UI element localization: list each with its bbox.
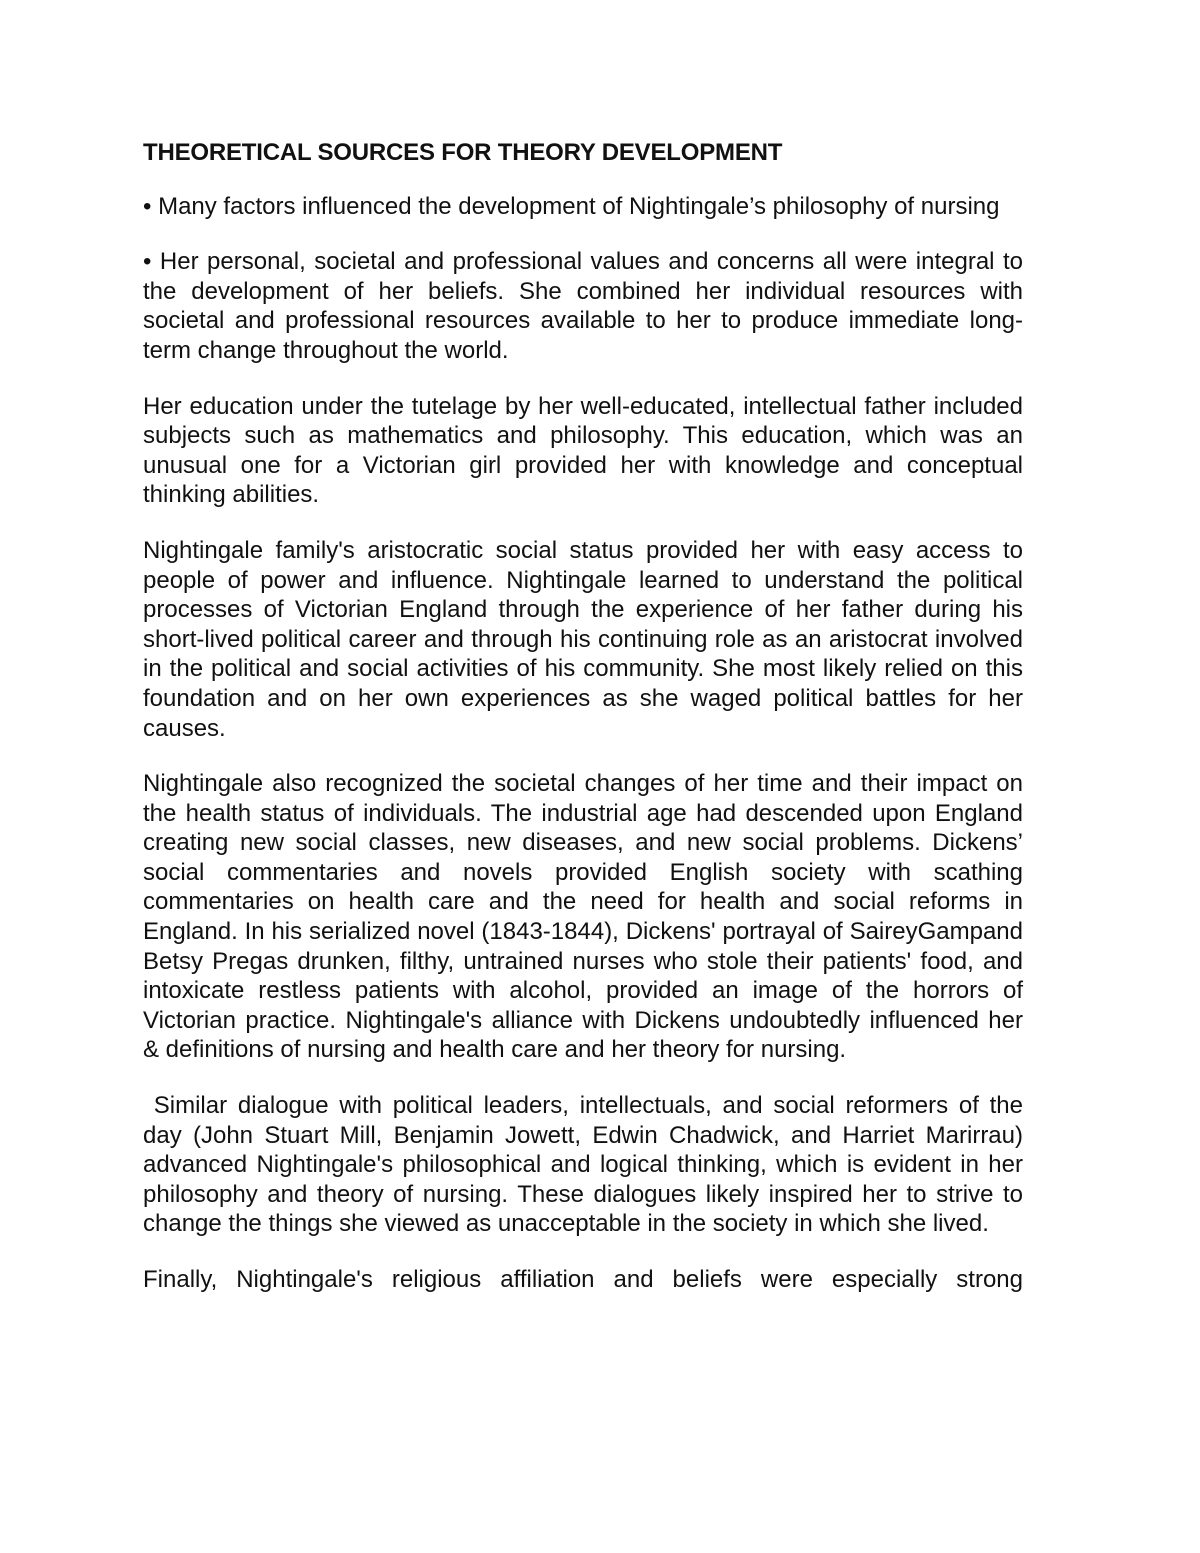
paragraph-factors: • Many factors influenced the development of Nightingale’s philosophy of nursing: [143, 192, 1000, 220]
document-title: THEORETICAL SOURCES FOR THEORY DEVELOPMENT: [143, 139, 783, 166]
paragraph-societal-changes: Nightingale also recognized the societal changes of her time and their impact on the health status of individuals. The industrial age had descended upon England creating new social classes, new diseases, and new social problems. Dickens’ social commentaries and novels provided English society with scathing commentaries on health care and the need for health and social reforms in England. In his serialized novel (1843-1844), Dickens' portrayal of SaireyGampand Betsy Pregas drunken, filthy, untrained nurses who stole their patients' food, and intoxicate restless patients with alcohol, provided an image of the horrors of Victorian practice. Nightingale's alliance with Dickens undoubtedly influenced her & definitions of nursing and health care and her theory for nursing.: [143, 770, 1023, 1064]
paragraph-religion: Finally, Nightingale's religious affiliation and beliefs were especially strong: [143, 1266, 1023, 1293]
paragraph-education: Her education under the tutelage by her well-educated, intellectual father included subjects such as mathematics and philosophy. This education, which was an unusual one for a Victorian girl provided her with knowledge and conceptual thinking abilities.: [143, 392, 1023, 509]
paragraph-social-status: Nightingale family's aristocratic social status provided her with easy access to people of power and influence. Nightingale learned to understand the political processes of Victorian England through the experience of her father during his short-lived political career and through his continuing role as an aristocrat involved in the political and social activities of his community. She most likely relied on this foundation and on her own experiences as she waged political battles for her causes.: [143, 536, 1023, 742]
document-page: [143, 138, 1030, 1321]
paragraph-values: • Her personal, societal and professional values and concerns all were integral to the development of her beliefs. She combined her individual resources with societal and professional resources available to her to produce immediate long-term change throughout the world.: [143, 248, 1023, 364]
paragraph-dialogue: Similar dialogue with political leaders, intellectuals, and social reformers of the day (John Stuart Mill, Benjamin Jowett, Edwin Chadwick, and Harriet Marirrau) advanced Nightingale's philosophical and logical thinking, which is evident in her philosophy and theory of nursing. These dialogues likely inspired her to strive to change the things she viewed as unacceptable in the society in which she lived.: [143, 1092, 1030, 1238]
